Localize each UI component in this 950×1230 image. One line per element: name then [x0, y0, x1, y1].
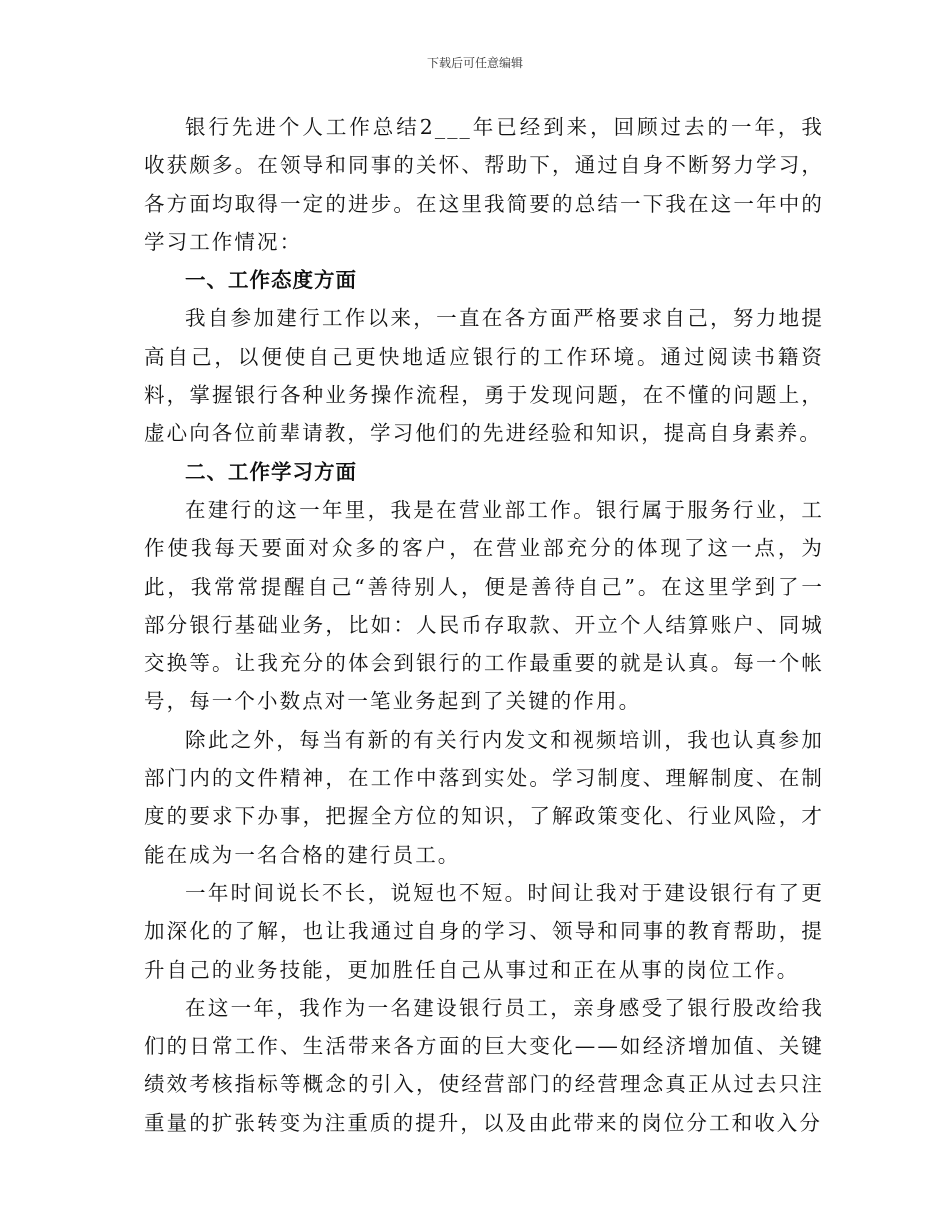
work-study-paragraph-3: 一年时间说长不长，说短也不短。时间让我对于建设银行有了更加深化的了解，也让我通过自身的学习、领导和同事的教育帮助，提升自己的业务技能，更加胜任自己从事过和正在从事的岗位工作。: [144, 880, 824, 982]
work-study-paragraph-2: 除此之外，每当有新的有关行内发文和视频培训，我也认真参加部门内的文件精神，在工作中落到实处。学习制度、理解制度、在制度的要求下办事，把握全方位的知识，了解政策变化、行业风险，才能在成为一名合格的建行员工。: [144, 727, 824, 867]
document-body: [144, 108, 824, 1142]
intro-paragraph: 银行先进个人工作总结2___年已经到来，回顾过去的一年，我收获颇多。在领导和同事的关怀、帮助下，通过自身不断努力学习，各方面均取得一定的进步。在这里我简要的总结一下我在这一年中的学习工作情况：: [144, 115, 824, 254]
section-heading-work-attitude: 一、工作态度方面: [185, 268, 357, 293]
work-study-paragraph-1: 在建行的这一年里，我是在营业部工作。银行属于服务行业，工作使我每天要面对众多的客户，在营业部充分的体现了这一点，为此，我常常提醒自己“善待别人，便是善待自己”。在这里学到了一部分银行基础业务，比如：人民币存取款、开立个人结算账户、同城交换等。让我充分的体会到银行的工作最重要的就是认真。每一个帐号，每一个小数点对一笔业务起到了关键的作用。: [144, 497, 824, 714]
section-heading-work-study: 二、工作学习方面: [185, 459, 357, 484]
work-study-paragraph-4: 在这一年，我作为一名建设银行员工，亲身感受了银行股改给我们的日常工作、生活带来各方面的巨大变化——如经济增加值、关键绩效考核指标等概念的引入，使经营部门的经营理念真正从过去只注重量的扩张转变为注重质的提升，以及由此带来的岗位分工和收入分: [144, 995, 824, 1135]
work-attitude-paragraph: 我自参加建行工作以来，一直在各方面严格要求自己，努力地提高自己，以便使自己更快地适应银行的工作环境。通过阅读书籍资料，掌握银行各种业务操作流程，勇于发现问题，在不懂的问题上，虚心向各位前辈请教，学习他们的先进经验和知识，提高自身素养。: [144, 306, 824, 446]
page-header: 下载后可任意编辑: [426, 56, 523, 70]
